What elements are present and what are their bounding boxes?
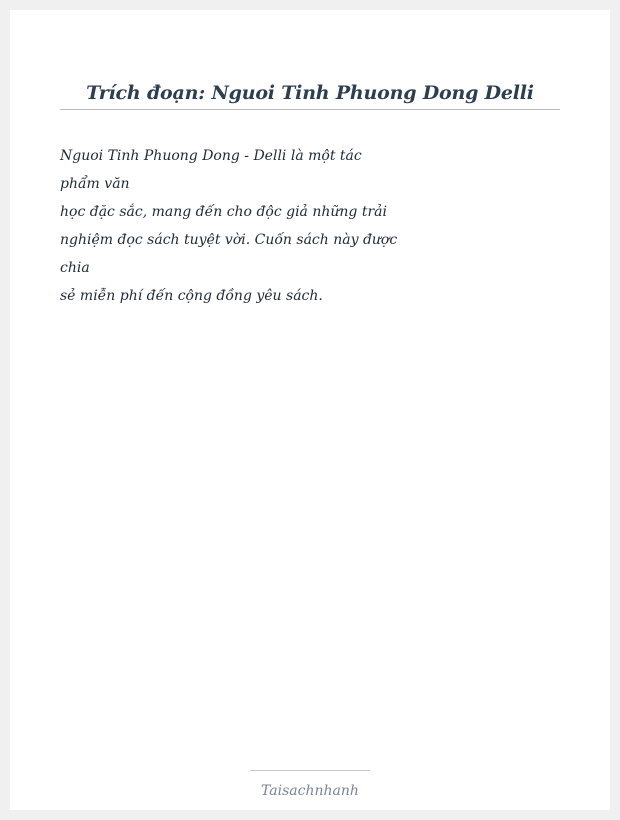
paragraph-line: phẩm văn (60, 176, 130, 192)
title-divider (60, 109, 560, 110)
paragraph-line: học đặc sắc, mang đến cho độc giả những trải (60, 204, 387, 220)
paragraph-line: nghiệm đọc sách tuyệt vời. Cuốn sách này được (60, 232, 398, 248)
footer-divider (250, 770, 370, 771)
document-title: Trích đoạn: Nguoi Tinh Phuong Dong Delli (86, 82, 534, 104)
paragraph-line: chia (60, 260, 90, 276)
paragraph-line: Nguoi Tinh Phuong Dong - Delli là một tác (60, 148, 362, 164)
paragraph-line: sẻ miễn phí đến cộng đồng yêu sách. (60, 288, 323, 304)
footer-brand: Taisachnhanh (261, 783, 359, 799)
document-page (10, 10, 610, 810)
excerpt-paragraph (60, 142, 398, 310)
